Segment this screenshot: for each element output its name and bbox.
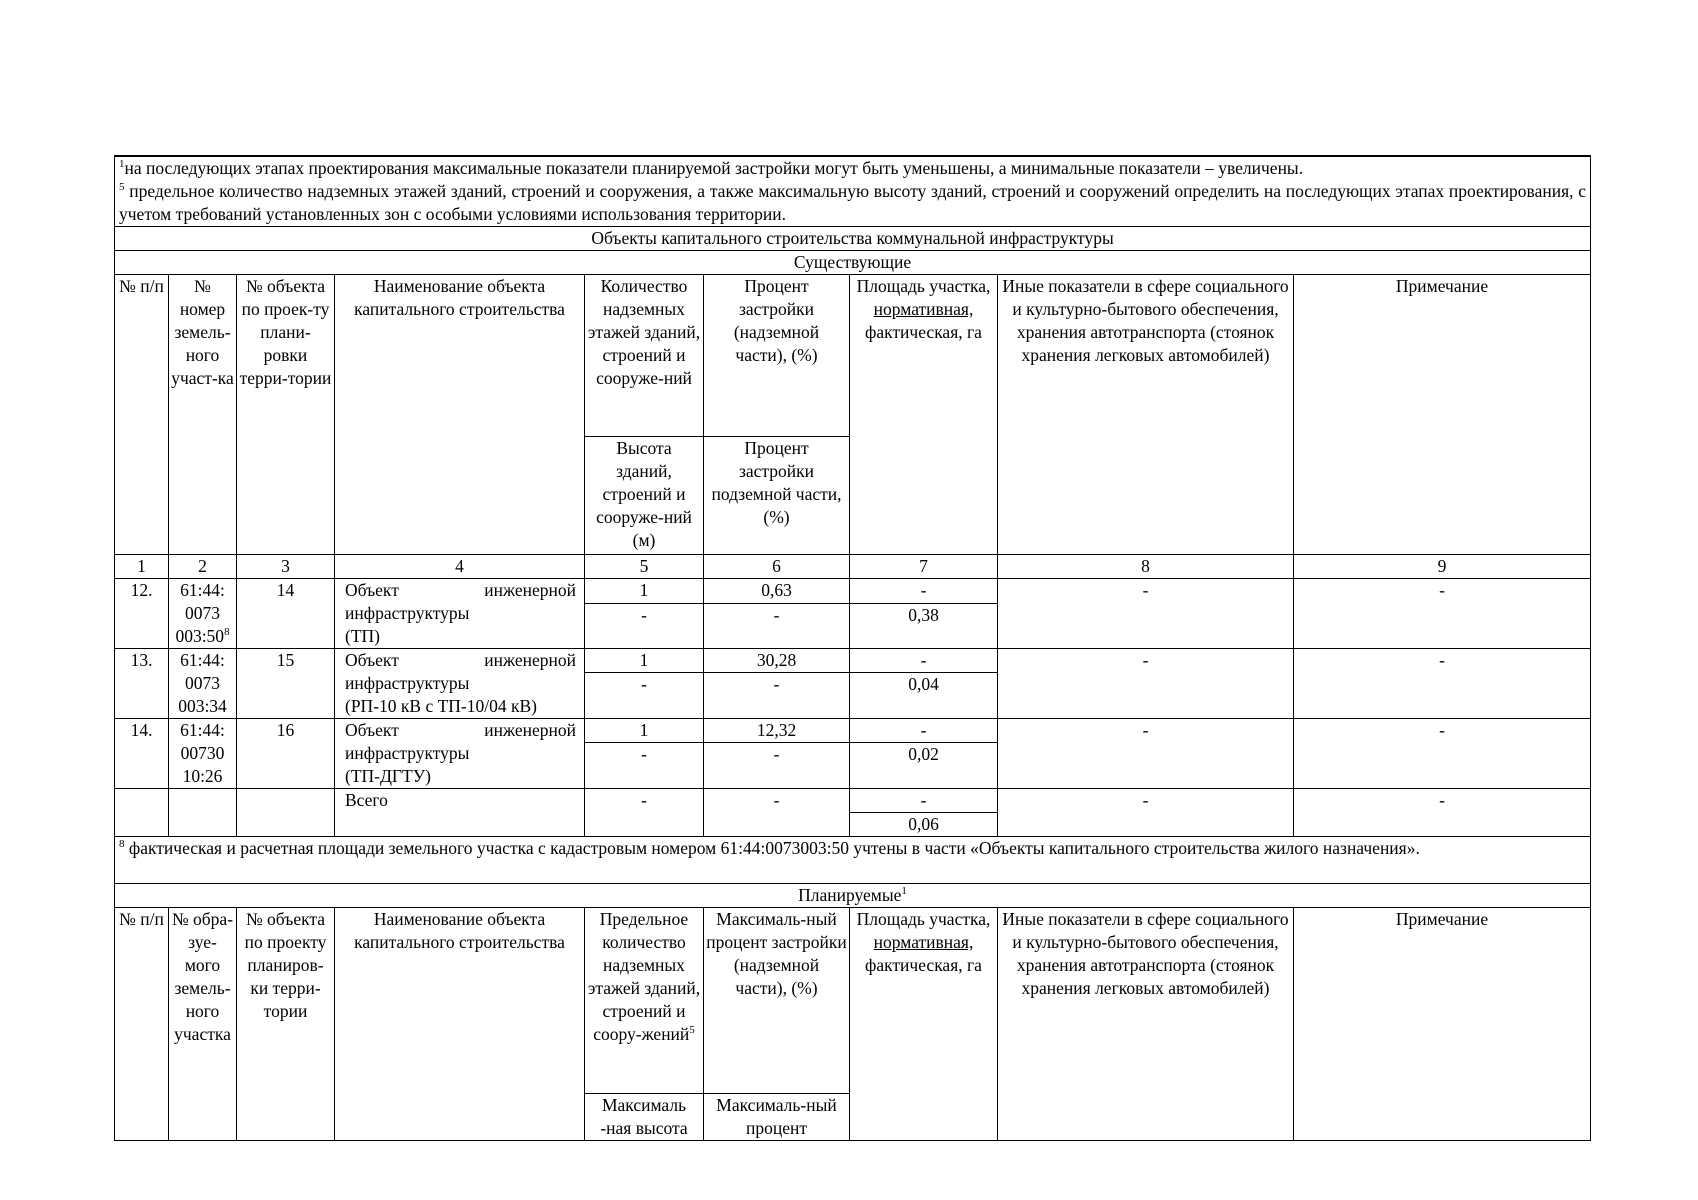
parcel-text: 61:44: 0073 003:34 xyxy=(178,650,227,716)
planned-title xyxy=(115,884,1591,908)
row-height: - xyxy=(585,673,704,719)
total-area-fact: 0,06 xyxy=(850,813,998,837)
name-line2: инфраструктуры xyxy=(345,673,470,693)
row-area-norm: - xyxy=(850,719,998,743)
header-floors: Количество надземных этажей зданий, строений и сооруже-ний xyxy=(585,275,704,437)
name-line2: инфраструктуры xyxy=(345,743,470,763)
header-height: Высота зданий, строений и сооруже-ний (м) xyxy=(585,437,704,555)
planned-title-text: Планируемые xyxy=(798,885,902,905)
document-page xyxy=(114,155,1590,1141)
row-note: - xyxy=(1294,579,1591,649)
header-area-line3: фактическая, га xyxy=(865,322,982,342)
table-row xyxy=(115,579,1591,604)
colnum: 6 xyxy=(704,555,850,579)
row-pct-above: 30,28 xyxy=(704,649,850,673)
row-other: - xyxy=(998,719,1294,789)
row-parcel xyxy=(169,649,237,719)
row-object-name xyxy=(335,649,585,719)
total-other: - xyxy=(998,789,1294,837)
name-line1: Объект инженерной xyxy=(345,580,576,600)
total-pct-above: - xyxy=(704,789,850,837)
footnote-mark: 1 xyxy=(901,885,907,898)
header-object-number: № объекта по проекту планиров-ки терри-тории xyxy=(237,908,335,1141)
row-num: 14. xyxy=(115,719,169,789)
total-empty xyxy=(237,789,335,837)
colnum: 1 xyxy=(115,555,169,579)
header-object-name: Наименование объекта капитального строительства xyxy=(335,908,585,1141)
header-note: Примечание xyxy=(1294,908,1591,1141)
row-floors: 1 xyxy=(585,579,704,604)
header-area xyxy=(850,908,998,1141)
total-label: Всего xyxy=(335,789,585,837)
colnum: 8 xyxy=(998,555,1294,579)
section-title: Объекты капитального строительства коммунальной инфраструктуры xyxy=(115,227,1591,251)
header-other: Иные показатели в сфере социального и культурно-бытового обеспечения, хранения автотранспорта (стоянок хранения легковых автомобилей) xyxy=(998,908,1294,1141)
column-numbers-row xyxy=(115,555,1591,579)
parcel-text: 61:44: 00730 10:26 xyxy=(180,720,225,786)
header-area-line2: нормативная, xyxy=(873,299,974,319)
footnote-mark: 5 xyxy=(689,1024,695,1037)
footnote-5-text: предельное количество надземных этажей зданий, строений и сооружения, а также максимальную высоту зданий, строений и сооружений определить на последующих этапах проектирования, с учетом требований установленных зон с особыми условиями использования территории. xyxy=(119,181,1587,224)
row-floors: 1 xyxy=(585,719,704,743)
name-line3: (ТП) xyxy=(345,626,380,646)
table-row xyxy=(115,649,1591,673)
row-object-number: 16 xyxy=(237,719,335,789)
header-floors xyxy=(585,908,704,1094)
footnote-5 xyxy=(119,180,1586,226)
planned-title-row xyxy=(115,884,1591,908)
colnum: 5 xyxy=(585,555,704,579)
parcel-text: 61:44: 0073 003:50 xyxy=(175,580,225,646)
header-pct-above: Максималь-ный процент застройки (надземной части), (%) xyxy=(704,908,850,1094)
section-title-row xyxy=(115,227,1591,251)
colnum: 4 xyxy=(335,555,585,579)
name-line3: (РП-10 кВ с ТП-10/04 кВ) xyxy=(345,696,537,716)
footnote-mark: 1 xyxy=(119,158,125,171)
footnote-1-5-cell xyxy=(115,156,1591,227)
header-floors-text: Предельное количество надземных этажей зданий, строений и соору-жений xyxy=(587,909,701,1044)
total-note: - xyxy=(1294,789,1591,837)
header-area-line1: Площадь участка, xyxy=(856,276,991,296)
row-pct-above: 0,63 xyxy=(704,579,850,604)
row-area-norm: - xyxy=(850,579,998,604)
row-object-number: 15 xyxy=(237,649,335,719)
header-pct-above: Процент застройки (надземной части), (%) xyxy=(704,275,850,437)
row-area-fact: 0,38 xyxy=(850,604,998,649)
row-parcel xyxy=(169,579,237,649)
existing-title-row xyxy=(115,251,1591,275)
row-object-name xyxy=(335,579,585,649)
row-object-number: 14 xyxy=(237,579,335,649)
total-area-norm: - xyxy=(850,789,998,813)
header-area-line3: фактическая, га xyxy=(865,955,982,975)
row-num: 13. xyxy=(115,649,169,719)
total-empty xyxy=(115,789,169,837)
planned-header-row-1 xyxy=(115,908,1591,1094)
header-area xyxy=(850,275,998,555)
row-object-name xyxy=(335,719,585,789)
footnote-8-text: фактическая и расчетная площади земельного участка с кадастровым номером 61:44:0073003:50 учтены в части «Объекты капитального строительства жилого назначения». xyxy=(128,838,1420,858)
row-floors: 1 xyxy=(585,649,704,673)
header-other: Иные показатели в сфере социального и культурно-бытового обеспечения, хранения автотранспорта (стоянок хранения легковых автомобилей) xyxy=(998,275,1294,555)
footnote-8 xyxy=(115,837,1591,884)
name-line2: инфраструктуры xyxy=(345,603,470,623)
colnum: 7 xyxy=(850,555,998,579)
row-other: - xyxy=(998,579,1294,649)
infrastructure-table xyxy=(114,155,1591,1141)
row-height: - xyxy=(585,604,704,649)
table-row xyxy=(115,719,1591,743)
footnote-mark: 8 xyxy=(224,626,230,639)
footnote-mark: 5 xyxy=(119,181,125,194)
header-note: Примечание xyxy=(1294,275,1591,555)
footnote-8-row xyxy=(115,837,1591,884)
row-height: - xyxy=(585,743,704,789)
row-note: - xyxy=(1294,649,1591,719)
row-area-fact: 0,02 xyxy=(850,743,998,789)
name-line3: (ТП-ДГТУ) xyxy=(345,766,431,786)
row-parcel xyxy=(169,719,237,789)
colnum: 2 xyxy=(169,555,237,579)
header-area-line1: Площадь участка, xyxy=(856,909,991,929)
header-parcel: № номер земель-ного участ-ка xyxy=(169,275,237,555)
notes-row xyxy=(115,156,1591,227)
existing-header-row-1 xyxy=(115,275,1591,437)
header-object-number: № объекта по проек-ту плани-ровки терри-тории xyxy=(237,275,335,555)
header-pct-max: Максималь-ный процент xyxy=(704,1094,850,1141)
total-empty xyxy=(169,789,237,837)
row-pct-below: - xyxy=(704,673,850,719)
row-other: - xyxy=(998,649,1294,719)
footnote-mark: 8 xyxy=(119,838,125,851)
total-floors: - xyxy=(585,789,704,837)
header-parcel: № обра-зуе-мого земель-ного участка xyxy=(169,908,237,1141)
row-area-norm: - xyxy=(850,649,998,673)
existing-title: Существующие xyxy=(115,251,1591,275)
row-area-fact: 0,04 xyxy=(850,673,998,719)
footnote-1 xyxy=(119,157,1586,180)
total-row xyxy=(115,789,1591,813)
header-num: № п/п xyxy=(115,275,169,555)
row-pct-below: - xyxy=(704,743,850,789)
header-pct-below: Процент застройки подземной части, (%) xyxy=(704,437,850,555)
header-height: Максималь -ная высота xyxy=(585,1094,704,1141)
header-object-name: Наименование объекта капитального строительства xyxy=(335,275,585,555)
row-num: 12. xyxy=(115,579,169,649)
colnum: 9 xyxy=(1294,555,1591,579)
row-pct-above: 12,32 xyxy=(704,719,850,743)
row-note: - xyxy=(1294,719,1591,789)
name-line1: Объект инженерной xyxy=(345,720,576,740)
footnote-1-text: на последующих этапах проектирования максимальные показатели планируемой застройки могут быть уменьшены, а минимальные показатели – увеличены. xyxy=(124,158,1304,178)
header-num: № п/п xyxy=(115,908,169,1141)
row-pct-below: - xyxy=(704,604,850,649)
header-area-line2: нормативная, xyxy=(873,932,974,952)
name-line1: Объект инженерной xyxy=(345,650,576,670)
colnum: 3 xyxy=(237,555,335,579)
